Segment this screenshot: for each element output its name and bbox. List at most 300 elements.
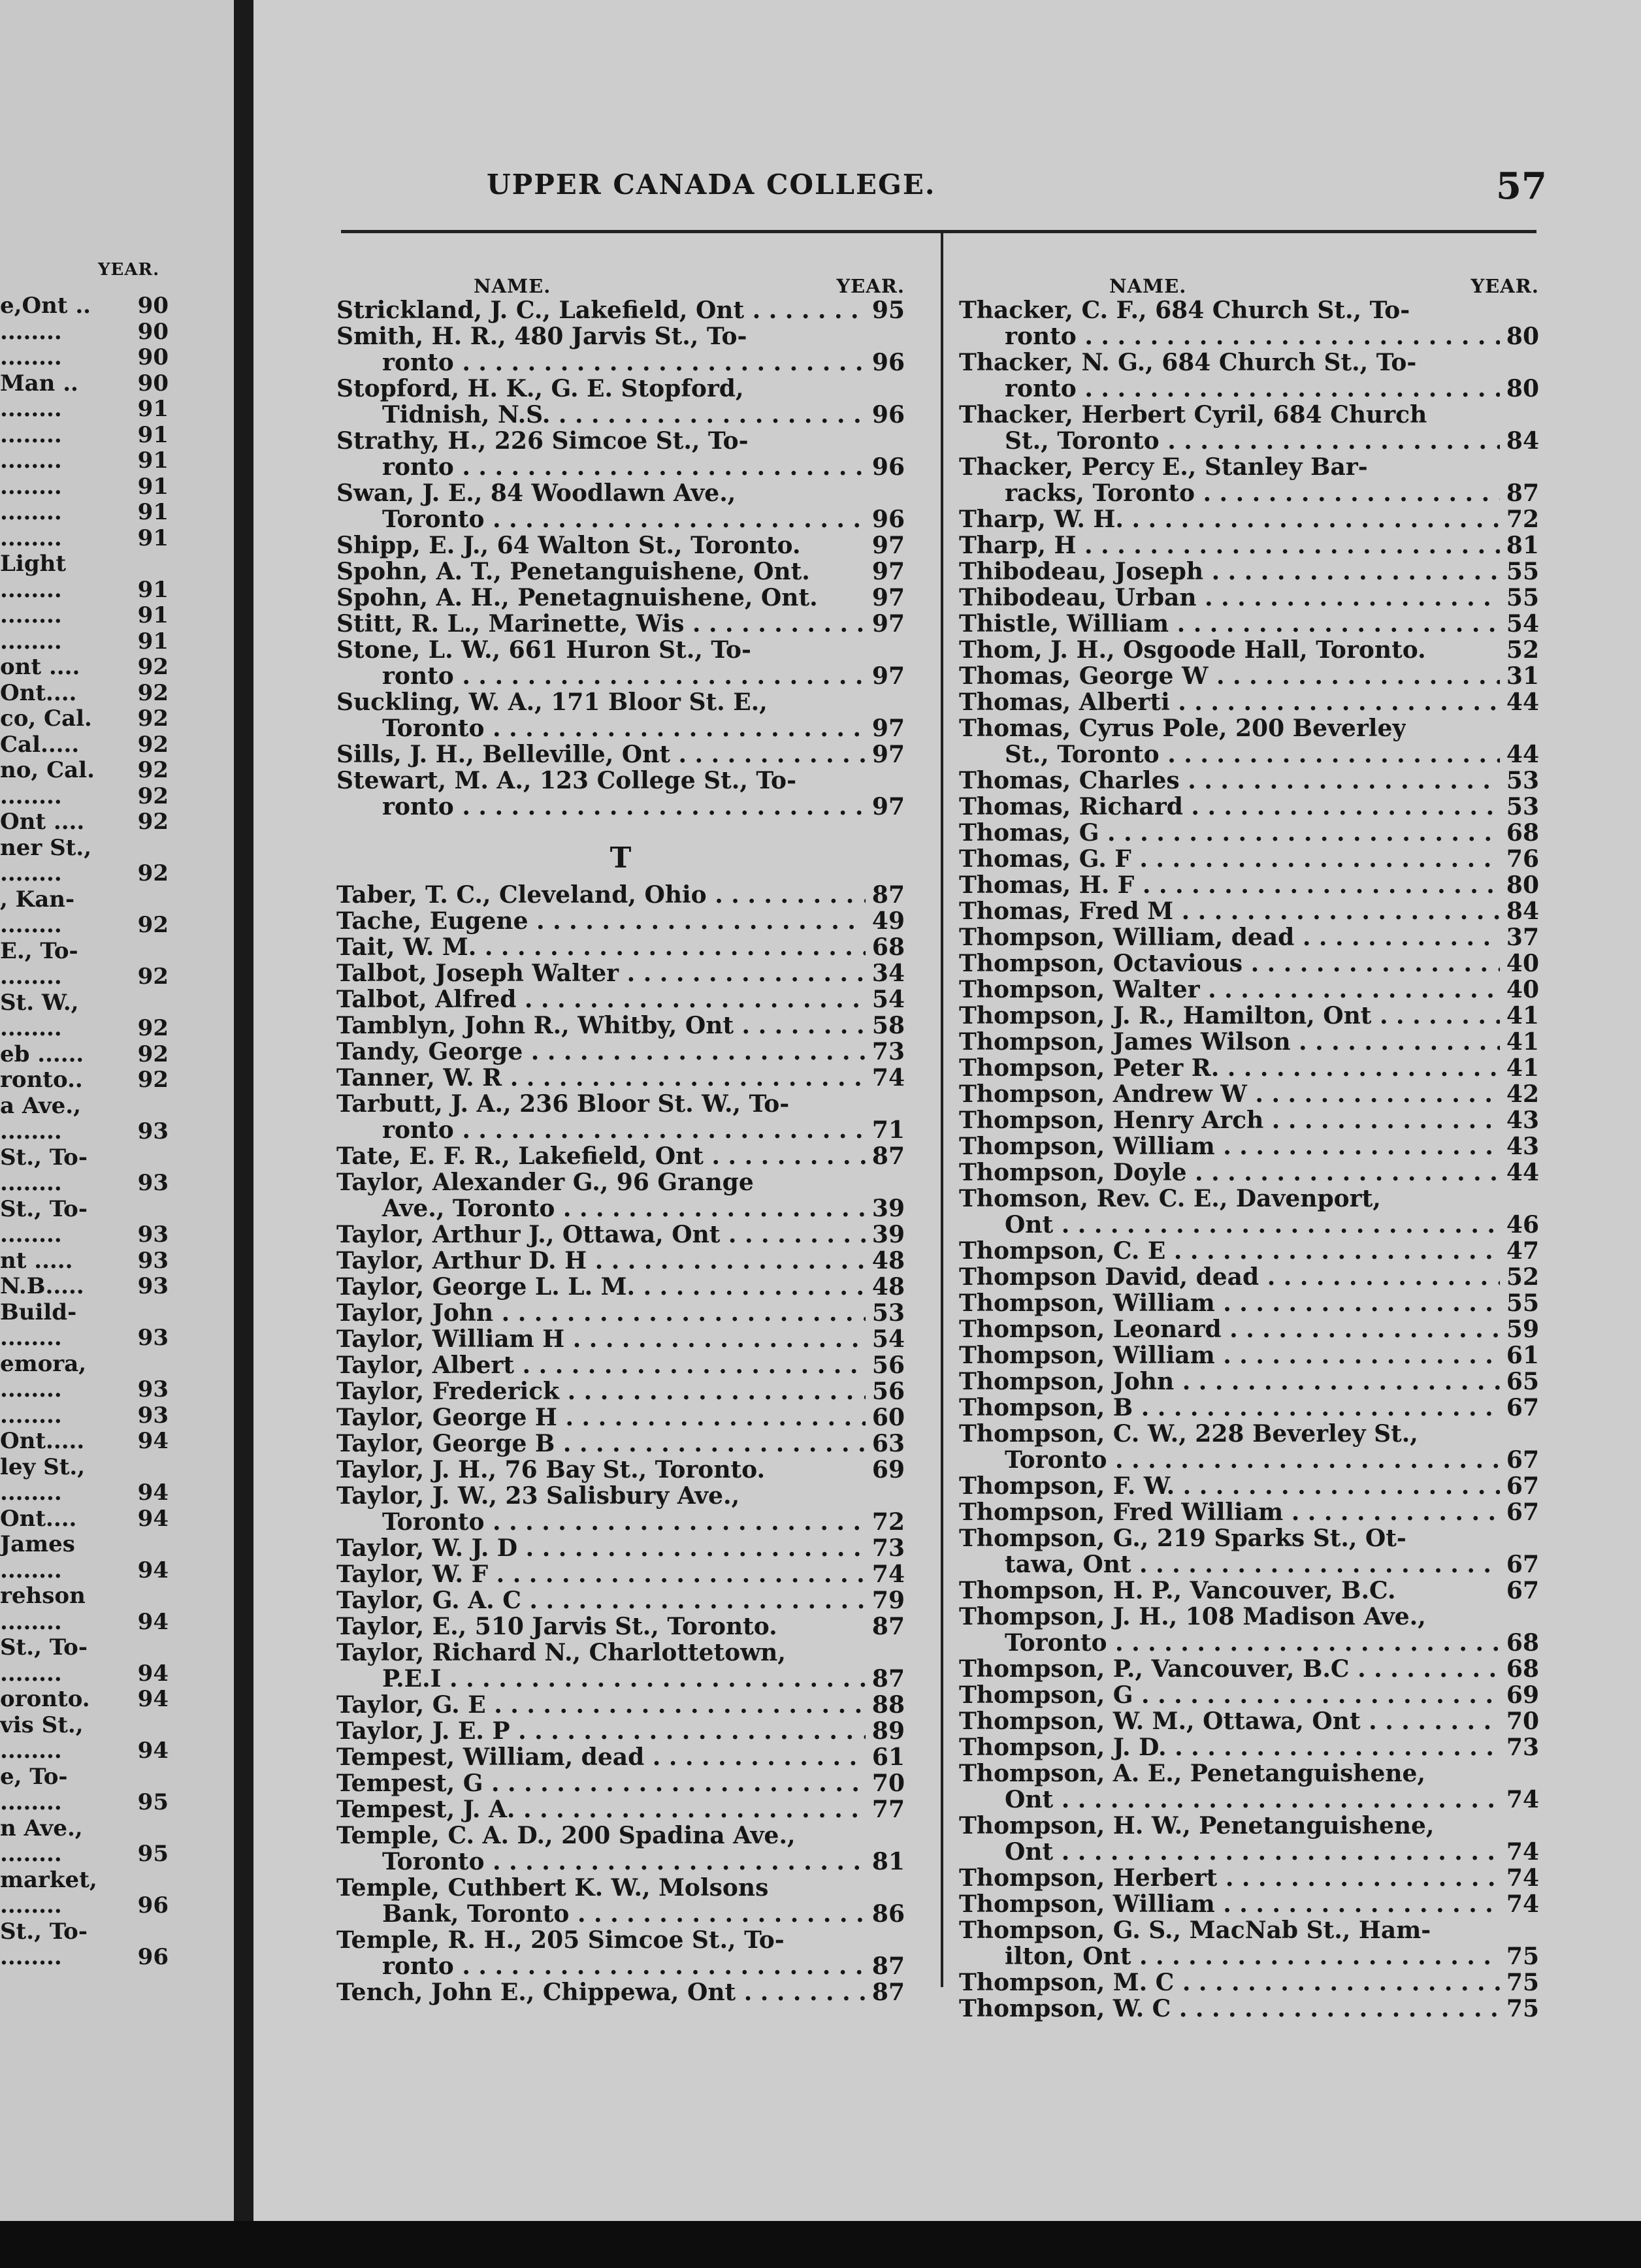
- previous-page-text: ........: [0, 1402, 62, 1429]
- entry-continuation: [336, 1117, 905, 1143]
- entry-year: 55: [1506, 584, 1539, 611]
- previous-page-row: [0, 602, 169, 628]
- previous-page-text: ........: [0, 499, 62, 525]
- entry-year: 54: [1506, 610, 1539, 638]
- entry-name: ronto . . .: [336, 794, 866, 820]
- page-number: 57: [1496, 165, 1547, 208]
- running-head: UPPER CANADA COLLEGE.: [487, 169, 936, 201]
- previous-page-year: 91: [137, 602, 169, 628]
- previous-page-text: , Kan-: [0, 886, 75, 913]
- entry-year: 80: [1506, 323, 1539, 350]
- previous-page-row: [0, 860, 169, 886]
- right-column-headings: [959, 265, 1539, 297]
- previous-page-text: e,Ont ..: [0, 293, 91, 319]
- entry-name: Thomas, H. F . . .: [959, 872, 1500, 898]
- register-entry: [959, 1917, 1539, 1943]
- register-entry: [336, 1927, 905, 1953]
- entry-name: Taylor, George H . . .: [336, 1404, 866, 1431]
- previous-page-row: [0, 1660, 169, 1687]
- register-entry: [959, 637, 1539, 663]
- entry-year: 48: [871, 1273, 905, 1301]
- entry-name: St., Toronto . . .: [959, 428, 1500, 454]
- entry-year: 47: [1506, 1237, 1539, 1265]
- register-entry: [959, 1656, 1539, 1682]
- entry-name: Toronto . . .: [336, 506, 866, 532]
- previous-page-row: [0, 1428, 169, 1454]
- previous-page-year: 93: [137, 1376, 169, 1402]
- previous-page-year: 94: [137, 1738, 169, 1764]
- previous-page-text: ronto..: [0, 1067, 83, 1093]
- entry-name: Thistle, William . . .: [959, 611, 1500, 637]
- entry-year: 41: [1506, 1002, 1539, 1029]
- entry-year: 88: [871, 1691, 905, 1719]
- entry-year: [866, 1169, 905, 1195]
- register-entry: [336, 1640, 905, 1666]
- entry-year: 75: [1506, 1969, 1539, 1996]
- entry-continuation: [959, 1630, 1539, 1656]
- register-entry: [959, 297, 1539, 323]
- previous-page-year: 91: [137, 576, 169, 603]
- register-entry: [959, 1081, 1539, 1107]
- entry-name: ronto . . .: [959, 376, 1500, 402]
- previous-page-text: St., To-: [0, 1918, 88, 1945]
- entry-year: 31: [1506, 662, 1539, 690]
- register-entry: [336, 1483, 905, 1509]
- entry-year: 74: [1506, 1838, 1539, 1866]
- entry-name: Tarbutt, J. A., 236 Bloor St. W., To-: [336, 1091, 790, 1117]
- register-entry: [959, 1316, 1539, 1342]
- entry-name: Shipp, E. J., 64 Walton St., Toronto.: [336, 532, 801, 559]
- previous-page-text: vis St.,: [0, 1711, 84, 1738]
- previous-page-row: [0, 1170, 169, 1196]
- entry-year: 74: [1506, 1890, 1539, 1918]
- register-entry: [336, 1535, 905, 1561]
- previous-page-row: [0, 705, 169, 732]
- entry-name: Thacker, Herbert Cyril, 684 Church: [959, 402, 1427, 428]
- register-entry: [336, 1091, 905, 1117]
- entry-year: 63: [871, 1430, 905, 1457]
- entry-name: Taylor, E., 510 Jarvis St., Toronto.: [336, 1613, 777, 1640]
- entry-year: [866, 323, 905, 349]
- previous-page-year: 92: [137, 1067, 169, 1093]
- entry-name: Thompson, Andrew W . . .: [959, 1081, 1500, 1107]
- register-entry: [959, 1003, 1539, 1029]
- entry-name: Thompson, William . . .: [959, 1891, 1500, 1917]
- register-entry: [959, 532, 1539, 559]
- year-heading: YEAR.: [1470, 275, 1539, 297]
- previous-page-row: [0, 1273, 169, 1299]
- entry-year: 37: [1506, 924, 1539, 951]
- entry-year: [1500, 297, 1539, 323]
- entry-year: 61: [871, 1743, 905, 1771]
- previous-page-text: Ont....: [0, 1505, 77, 1532]
- entry-year: [1500, 1525, 1539, 1551]
- entry-name: Spohn, A. H., Penetagnuishene, Ont.: [336, 585, 818, 611]
- previous-page-row: [0, 1738, 169, 1764]
- previous-page-year: 93: [137, 1118, 169, 1144]
- entry-continuation: [336, 454, 905, 480]
- previous-page-row: [0, 525, 169, 551]
- previous-page-text: ........: [0, 1118, 62, 1144]
- entry-year: 70: [1506, 1708, 1539, 1735]
- entry-name: Taylor, J. W., 23 Salisbury Ave.,: [336, 1483, 740, 1509]
- entry-name: Sills, J. H., Belleville, Ont . . .: [336, 741, 866, 768]
- entry-name: Thomas, Cyrus Pole, 200 Beverley: [959, 715, 1406, 741]
- register-entry: [959, 1760, 1539, 1787]
- entry-name: tawa, Ont . . .: [959, 1551, 1500, 1578]
- entry-year: 69: [871, 1456, 905, 1483]
- previous-page-text: N.B.....: [0, 1273, 84, 1299]
- register-entry: [959, 1186, 1539, 1212]
- entry-year: 79: [871, 1587, 905, 1614]
- previous-page-year: 91: [137, 473, 169, 500]
- previous-page-row: [0, 344, 169, 370]
- entry-name: Toronto . . .: [959, 1630, 1500, 1656]
- entry-name: Taylor, Alexander G., 96 Grange: [336, 1169, 754, 1195]
- register-entry: [959, 1734, 1539, 1760]
- previous-page-year: 92: [137, 654, 169, 680]
- entry-year: 54: [871, 1325, 905, 1353]
- entry-year: [866, 768, 905, 794]
- entry-name: Tache, Eugene . . .: [336, 908, 866, 934]
- entry-name: Thompson, Fred William . . .: [959, 1499, 1500, 1525]
- register-entry: [336, 1796, 905, 1822]
- register-entry: [336, 1770, 905, 1796]
- entry-continuation: [959, 1943, 1539, 1969]
- scan-bottom-edge: [0, 2221, 1641, 2268]
- previous-page-text: a Ave.,: [0, 1092, 81, 1119]
- previous-page-year: 91: [137, 628, 169, 655]
- previous-page-year: 90: [137, 318, 169, 345]
- previous-page-text: Man ..: [0, 370, 78, 397]
- previous-page-text: Build-: [0, 1299, 77, 1325]
- entry-name: Thompson, P., Vancouver, B.C . . .: [959, 1656, 1500, 1682]
- previous-page-text: n Ave.,: [0, 1815, 83, 1841]
- register-entry: [959, 1264, 1539, 1290]
- register-entry: [959, 559, 1539, 585]
- entry-name: ronto . . .: [336, 454, 866, 480]
- register-entry: [336, 1718, 905, 1744]
- entry-name: Taylor, W. J. D . . .: [336, 1535, 866, 1561]
- entry-name: Taber, T. C., Cleveland, Ohio . . .: [336, 882, 866, 908]
- entry-year: 97: [871, 793, 905, 820]
- register-entry: [959, 1107, 1539, 1133]
- previous-page-year: 91: [137, 525, 169, 551]
- previous-page-row: [0, 1248, 169, 1274]
- register-entry: [336, 1613, 905, 1640]
- entry-name: Tempest, J. A. . . .: [336, 1796, 866, 1822]
- register-entry: [959, 1421, 1539, 1447]
- entry-year: 67: [1506, 1551, 1539, 1578]
- entry-name: Temple, C. A. D., 200 Spadina Ave.,: [336, 1822, 796, 1849]
- entry-year: 52: [1506, 636, 1539, 664]
- entry-name: Thompson, C. E . . .: [959, 1238, 1500, 1264]
- previous-page-text: ........: [0, 783, 62, 809]
- entry-name: Thompson, William . . .: [959, 1133, 1500, 1159]
- previous-page-row: [0, 1067, 169, 1093]
- entry-year: 80: [1506, 871, 1539, 899]
- register-entry: [336, 1561, 905, 1587]
- register-entry: [959, 1159, 1539, 1186]
- entry-name: Thomas, Richard . . .: [959, 794, 1500, 820]
- previous-page-row: [0, 1557, 169, 1583]
- entry-continuation: [336, 349, 905, 376]
- entry-year: 43: [1506, 1133, 1539, 1160]
- entry-name: Taylor, G. A. C . . .: [336, 1587, 866, 1613]
- previous-page-row: [0, 809, 169, 835]
- entry-year: 89: [871, 1717, 905, 1745]
- entry-year: 40: [1506, 976, 1539, 1003]
- previous-page-text: ........: [0, 1789, 62, 1815]
- entry-name: Thompson, William, dead . . .: [959, 924, 1500, 950]
- register-entry: [959, 1238, 1539, 1264]
- entry-name: Thompson, William . . .: [959, 1290, 1500, 1316]
- previous-page-row: [0, 1944, 169, 1970]
- entry-year: 41: [1506, 1054, 1539, 1082]
- entry-name: Tidnish, N.S. . . .: [336, 402, 866, 428]
- entry-name: Thompson, W. C . . .: [959, 1996, 1500, 2022]
- register-entry: [336, 960, 905, 986]
- entry-year: 41: [1506, 1028, 1539, 1056]
- register-entry: [959, 977, 1539, 1003]
- previous-page-text: ........: [0, 1170, 62, 1196]
- register-entry: [336, 376, 905, 402]
- entry-year: 44: [1506, 1159, 1539, 1186]
- register-entry: [336, 1744, 905, 1770]
- previous-page-text: emora,: [0, 1350, 87, 1377]
- previous-page-text: ........: [0, 1738, 62, 1764]
- entry-name: Stewart, M. A., 123 College St., To-: [336, 768, 797, 794]
- column-divider: [941, 233, 943, 1987]
- register-entry: [336, 986, 905, 1012]
- previous-page-year: 93: [137, 1273, 169, 1299]
- entry-year: 67: [1506, 1577, 1539, 1604]
- entry-continuation: [959, 1839, 1539, 1865]
- previous-page-text: rehson: [0, 1583, 86, 1609]
- previous-page-text: ........: [0, 1480, 62, 1506]
- entry-year: [1500, 1421, 1539, 1447]
- previous-page-row: [0, 886, 169, 913]
- entry-name: Toronto . . .: [959, 1447, 1500, 1473]
- previous-page-year: 91: [137, 447, 169, 474]
- entry-name: Ont . . .: [959, 1839, 1500, 1865]
- previous-page-text: ley St.,: [0, 1453, 86, 1480]
- register-entry: [336, 637, 905, 663]
- entry-year: 68: [1506, 1629, 1539, 1657]
- entry-name: Thompson, John . . .: [959, 1369, 1500, 1395]
- entry-name: Suckling, W. A., 171 Bloor St. E.,: [336, 689, 768, 715]
- previous-page-text: Ont....: [0, 679, 77, 706]
- entry-year: [1500, 715, 1539, 741]
- previous-page-row: [0, 628, 169, 655]
- previous-page-text: St. W.,: [0, 989, 79, 1016]
- entry-year: 56: [871, 1378, 905, 1405]
- right-column: [959, 265, 1539, 2022]
- previous-page-year: 93: [137, 1222, 169, 1248]
- previous-page-text: nt .....: [0, 1247, 73, 1274]
- entry-name: Thibodeau, Joseph . . .: [959, 559, 1500, 585]
- register-entry: [336, 1587, 905, 1613]
- entry-name: Tench, John E., Chippewa, Ont . . .: [336, 1979, 866, 2005]
- previous-page-year: 91: [137, 421, 169, 448]
- previous-page-text: ........: [0, 318, 62, 345]
- previous-page-text: ........: [0, 1557, 62, 1583]
- previous-page-text: ........: [0, 1944, 62, 1970]
- entry-name: ronto . . .: [336, 1953, 866, 1979]
- entry-name: P.E.I . . .: [336, 1666, 866, 1692]
- entry-name: Thompson, A. E., Penetanguishene,: [959, 1760, 1425, 1787]
- previous-page-year-heading: YEAR.: [98, 260, 160, 280]
- entry-year: [866, 376, 905, 402]
- register-entry: [959, 1891, 1539, 1917]
- entry-continuation: [959, 741, 1539, 768]
- entry-name: Thompson, B . . .: [959, 1395, 1500, 1421]
- entry-year: 40: [1506, 950, 1539, 977]
- previous-page-row: [0, 1634, 169, 1660]
- entry-name: Thompson, Herbert . . .: [959, 1865, 1500, 1891]
- previous-page-text: James: [0, 1531, 75, 1557]
- entry-name: Taylor, Arthur J., Ottawa, Ont . . .: [336, 1222, 866, 1248]
- register-entry: [336, 1039, 905, 1065]
- register-entry: [959, 506, 1539, 532]
- entry-name: Temple, R. H., 205 Simcoe St., To-: [336, 1927, 785, 1953]
- previous-page-year: 92: [137, 757, 169, 783]
- previous-page-row: [0, 1506, 169, 1532]
- entry-name: Thompson, Leonard . . .: [959, 1316, 1500, 1342]
- register-entry: [336, 1012, 905, 1039]
- register-entry: [959, 1473, 1539, 1499]
- register-entry: [336, 1300, 905, 1326]
- entry-year: 60: [871, 1404, 905, 1431]
- entry-continuation: [336, 1901, 905, 1927]
- previous-page-row: [0, 990, 169, 1016]
- entry-continuation: [336, 663, 905, 689]
- entry-continuation: [959, 428, 1539, 454]
- previous-page-year: 92: [137, 783, 169, 809]
- entry-year: [866, 1091, 905, 1117]
- entry-year: 65: [1506, 1368, 1539, 1395]
- entry-name: Thompson, J. R., Hamilton, Ont . . .: [959, 1003, 1500, 1029]
- previous-page-text: St., To-: [0, 1144, 88, 1171]
- entry-continuation: [336, 1509, 905, 1535]
- entry-name: Swan, J. E., 84 Woodlawn Ave.,: [336, 480, 736, 506]
- entry-year: [866, 689, 905, 715]
- previous-page-row: [0, 1325, 169, 1351]
- previous-page-year: 92: [137, 1015, 169, 1041]
- previous-page-row: [0, 1351, 169, 1377]
- register-entry: [959, 402, 1539, 428]
- entry-year: [866, 1483, 905, 1509]
- entry-year: [866, 1822, 905, 1849]
- register-entry: [959, 1969, 1539, 1996]
- entry-year: [866, 480, 905, 506]
- previous-page-row: [0, 757, 169, 783]
- previous-page-text: no, Cal.: [0, 757, 95, 783]
- register-entry: [336, 480, 905, 506]
- register-entry: [336, 908, 905, 934]
- register-entry: [959, 1499, 1539, 1525]
- previous-page-year: 91: [137, 499, 169, 525]
- previous-page-row: [0, 293, 169, 319]
- entry-year: 74: [1506, 1864, 1539, 1892]
- entry-year: 97: [871, 662, 905, 690]
- entry-year: 77: [871, 1796, 905, 1823]
- previous-page-text: St., To-: [0, 1634, 88, 1660]
- entry-name: Taylor, William H . . .: [336, 1326, 866, 1352]
- register-entry: [959, 1708, 1539, 1734]
- previous-page-year: 93: [137, 1170, 169, 1196]
- left-column: [336, 265, 905, 2005]
- register-entry: [959, 794, 1539, 820]
- previous-page-row: [0, 1015, 169, 1041]
- entry-name: Toronto . . .: [336, 1849, 866, 1875]
- right-entries: [959, 297, 1539, 2022]
- entry-name: Thompson, Walter . . .: [959, 977, 1500, 1003]
- entry-continuation: [959, 480, 1539, 506]
- entry-continuation: [959, 323, 1539, 349]
- register-entry: [959, 1525, 1539, 1551]
- previous-page-row: [0, 1789, 169, 1815]
- entry-name: Thompson, Peter R. . . .: [959, 1055, 1500, 1081]
- entry-year: 67: [1506, 1446, 1539, 1474]
- entry-continuation: [959, 1212, 1539, 1238]
- previous-page-text: co, Cal.: [0, 705, 92, 732]
- entry-year: 87: [871, 1952, 905, 1980]
- entry-year: 43: [1506, 1107, 1539, 1134]
- entry-year: [1500, 454, 1539, 480]
- entry-name: Tate, E. F. R., Lakefield, Ont . . .: [336, 1143, 866, 1169]
- register-entry: [959, 1342, 1539, 1369]
- entry-year: 73: [871, 1038, 905, 1065]
- entry-name: Taylor, J. H., 76 Bay St., Toronto.: [336, 1457, 766, 1483]
- entry-name: Stopford, H. K., G. E. Stopford,: [336, 376, 744, 402]
- entry-name: Taylor, Arthur D. H . . .: [336, 1248, 866, 1274]
- entry-continuation: [336, 1953, 905, 1979]
- entry-year: 97: [871, 532, 905, 559]
- entry-year: 72: [1506, 506, 1539, 533]
- previous-page-year: 95: [137, 1789, 169, 1815]
- previous-page-row: [0, 1609, 169, 1635]
- register-entry: [336, 1274, 905, 1300]
- register-entry: [336, 768, 905, 794]
- register-entry: [336, 1457, 905, 1483]
- entry-name: Thompson, William . . .: [959, 1342, 1500, 1369]
- entry-year: [866, 1875, 905, 1901]
- register-entry: [336, 1169, 905, 1195]
- entry-continuation: [336, 1849, 905, 1875]
- entry-name: Thompson, Henry Arch . . .: [959, 1107, 1500, 1133]
- register-entry: [959, 1578, 1539, 1604]
- previous-page-row: [0, 1041, 169, 1067]
- register-entry: [959, 1290, 1539, 1316]
- register-entry: [336, 1065, 905, 1091]
- register-entry: [336, 323, 905, 349]
- entry-year: 67: [1506, 1472, 1539, 1500]
- previous-page-row: [0, 732, 169, 758]
- entry-year: 87: [871, 1979, 905, 2006]
- entry-name: Taylor, W. F . . .: [336, 1561, 866, 1587]
- entry-name: racks, Toronto . . .: [959, 480, 1500, 506]
- register-entry: [336, 689, 905, 715]
- entry-year: 86: [871, 1900, 905, 1928]
- entry-continuation: [959, 376, 1539, 402]
- previous-page-year: 92: [137, 912, 169, 938]
- entry-year: 74: [1506, 1786, 1539, 1813]
- previous-page-year: 90: [137, 344, 169, 370]
- register-entry: [959, 898, 1539, 924]
- previous-page-row: [0, 1815, 169, 1841]
- register-entry: [959, 585, 1539, 611]
